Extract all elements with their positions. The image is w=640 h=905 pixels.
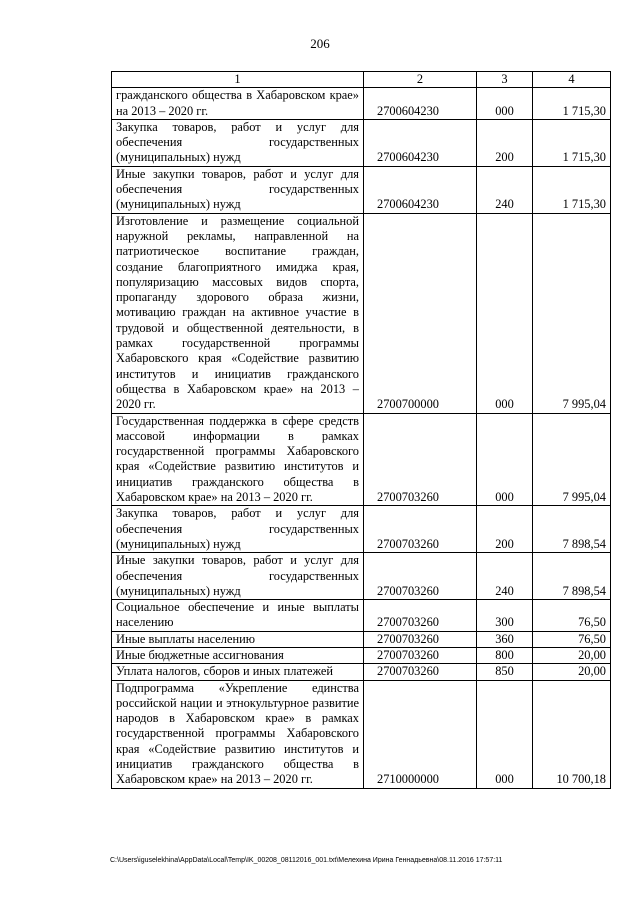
table-row [112, 631, 611, 647]
cell-expense-type: 000 [477, 413, 533, 506]
cell-description: Закупка товаров, работ и услуг для обеспечения государственных (муниципальных) нужд [112, 506, 364, 553]
cell-description: Закупка товаров, работ и услуг для обеспечения государственных (муниципальных) нужд [112, 119, 364, 166]
cell-amount: 7 898,54 [533, 506, 611, 553]
cell-target-code: 2700604230 [364, 119, 477, 166]
cell-description: Социальное обеспечение и иные выплаты населению [112, 600, 364, 632]
cell-description: Государственная поддержка в сфере средств массовой информации в рамках государственной программы Хабаровского края «Содействие развитию институтов и инициатив гражданского общества в Хабаровском крае» на 2013 – 2020 гг. [112, 413, 364, 506]
cell-description: Подпрограмма «Укрепление единства российской нации и этнокультурное развитие народов в Хабаровском крае» в рамках государственной программы Хабаровского края «Содействие развитию институтов и инициатив гражданского общества в Хабаровском крае» на 2013 – 2020 гг. [112, 680, 364, 788]
cell-description: Уплата налогов, сборов и иных платежей [112, 664, 364, 680]
cell-amount: 1 715,30 [533, 166, 611, 213]
table-row [112, 553, 611, 600]
header-col-2: 2 [364, 72, 477, 88]
budget-table-body [112, 72, 611, 789]
table-header-row [112, 72, 611, 88]
table-row [112, 119, 611, 166]
cell-target-code: 2700703260 [364, 664, 477, 680]
cell-amount: 7 995,04 [533, 413, 611, 506]
cell-amount: 20,00 [533, 664, 611, 680]
cell-target-code: 2700703260 [364, 600, 477, 632]
cell-target-code: 2700703260 [364, 647, 477, 663]
table-row [112, 647, 611, 663]
cell-expense-type: 800 [477, 647, 533, 663]
cell-target-code: 2710000000 [364, 680, 477, 788]
cell-expense-type: 000 [477, 213, 533, 413]
cell-target-code: 2700604230 [364, 88, 477, 120]
table-row [112, 600, 611, 632]
cell-expense-type: 300 [477, 600, 533, 632]
cell-description: Изготовление и размещение социальной наружной рекламы, направленной на патриотическое воспитание граждан, создание благоприятного имиджа края, популяризацию массовых видов спорта, пропаганду здорового образа жизни, мотивацию граждан на активное участие в трудовой и общественной деятельности, в рамках государственной программы Хабаровского края «Содействие развитию институтов и инициатив гражданского общества в Хабаровском крае» на 2013 – 2020 гг. [112, 213, 364, 413]
cell-description: Иные закупки товаров, работ и услуг для обеспечения государственных (муниципальных) нужд [112, 553, 364, 600]
cell-amount: 1 715,30 [533, 88, 611, 120]
table-row [112, 680, 611, 788]
cell-target-code: 2700703260 [364, 631, 477, 647]
cell-expense-type: 240 [477, 166, 533, 213]
cell-amount: 20,00 [533, 647, 611, 663]
header-col-3: 3 [477, 72, 533, 88]
cell-amount: 7 898,54 [533, 553, 611, 600]
cell-expense-type: 200 [477, 506, 533, 553]
cell-expense-type: 850 [477, 664, 533, 680]
cell-target-code: 2700703260 [364, 413, 477, 506]
cell-expense-type: 360 [477, 631, 533, 647]
table-row [112, 166, 611, 213]
cell-target-code: 2700703260 [364, 506, 477, 553]
cell-expense-type: 000 [477, 680, 533, 788]
cell-expense-type: 200 [477, 119, 533, 166]
cell-target-code: 2700703260 [364, 553, 477, 600]
cell-amount: 1 715,30 [533, 119, 611, 166]
cell-expense-type: 240 [477, 553, 533, 600]
cell-amount: 76,50 [533, 631, 611, 647]
cell-description: Иные бюджетные ассигнования [112, 647, 364, 663]
page-number: 206 [310, 36, 330, 51]
cell-amount: 10 700,18 [533, 680, 611, 788]
cell-expense-type: 000 [477, 88, 533, 120]
cell-amount: 76,50 [533, 600, 611, 632]
table-row [112, 413, 611, 506]
table-row [112, 506, 611, 553]
file-path-footer: C:\Users\iguselekhina\AppData\Local\Temp\IK_00208_08112016_001.txt\Мелехина Ирина Геннадьевна\08.11.2016 17:57:11 [110, 857, 503, 864]
header-col-1: 1 [112, 72, 364, 88]
cell-target-code: 2700700000 [364, 213, 477, 413]
table-row [112, 664, 611, 680]
table-row [112, 213, 611, 413]
table-row [112, 88, 611, 120]
cell-target-code: 2700604230 [364, 166, 477, 213]
cell-description: Иные выплаты населению [112, 631, 364, 647]
header-col-4: 4 [533, 72, 611, 88]
budget-table [111, 71, 611, 789]
cell-description: гражданского общества в Хабаровском крае» на 2013 – 2020 гг. [112, 88, 364, 120]
cell-amount: 7 995,04 [533, 213, 611, 413]
cell-description: Иные закупки товаров, работ и услуг для обеспечения государственных (муниципальных) нужд [112, 166, 364, 213]
